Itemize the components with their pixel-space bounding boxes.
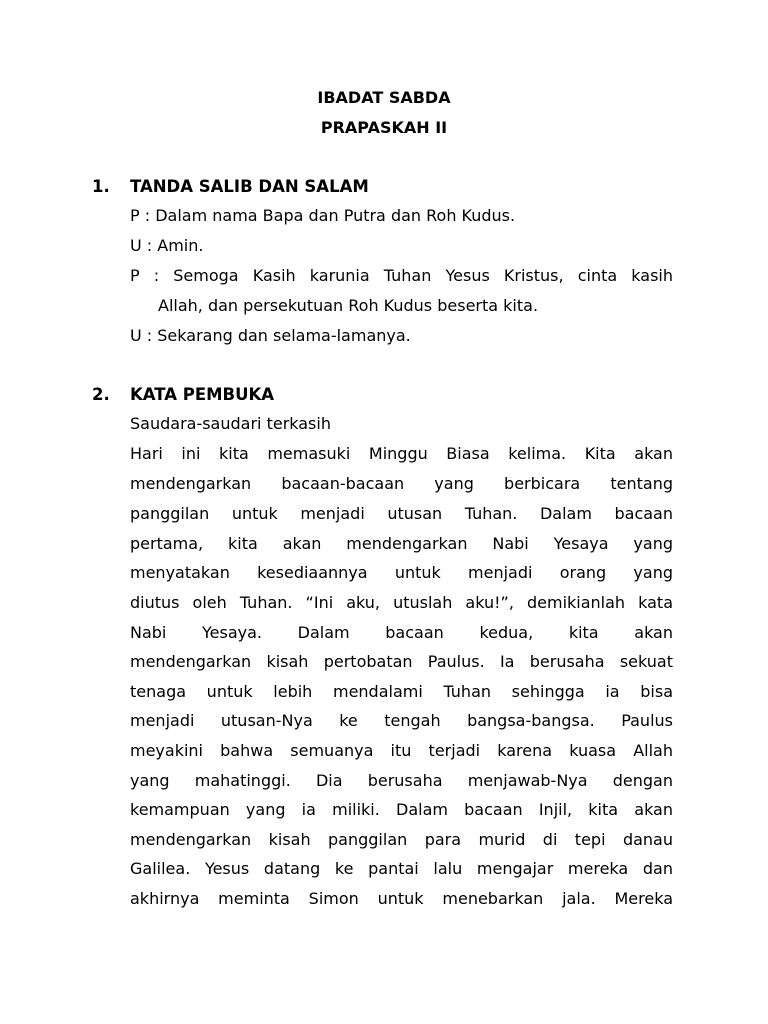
paragraph-line: Galilea. Yesus datang ke pantai lalu mengajar mereka dan [130, 859, 673, 878]
paragraph-line: panggilan untuk menjadi utusan Tuhan. Dalam bacaan [130, 504, 673, 523]
paragraph-line: meyakini bahwa semuanya itu terjadi karena kuasa Allah [130, 741, 673, 760]
document-subtitle: PRAPASKAH II [320, 118, 448, 137]
document-title: IBADAT SABDA [317, 88, 451, 107]
section-heading [92, 177, 369, 197]
paragraph-line: pertama, kita akan mendengarkan Nabi Yesaya yang [130, 534, 673, 553]
paragraph-line: Saudara-saudari terkasih [130, 414, 331, 433]
paragraph-line: yang mahatinggi. Dia berusaha menjawab-Nya dengan [130, 771, 673, 790]
paragraph-line: diutus oleh Tuhan. “Ini aku, utuslah aku!”, demikianlah kata [130, 593, 673, 612]
section-heading [92, 385, 274, 405]
paragraph-line: U : Amin. [130, 236, 204, 255]
paragraph-line: kemampuan yang ia miliki. Dalam bacaan Injil, kita akan [130, 800, 673, 819]
paragraph-line: Allah, dan persekutuan Roh Kudus beserta kita. [158, 296, 539, 315]
section-number: 2. [92, 385, 110, 404]
paragraph-line: Nabi Yesaya. Dalam bacaan kedua, kita akan [130, 623, 673, 642]
section-number: 1. [92, 177, 110, 196]
paragraph-line: menjadi utusan-Nya ke tengah bangsa-bangsa. Paulus [130, 711, 673, 730]
paragraph-line: Hari ini kita memasuki Minggu Biasa kelima. Kita akan [130, 444, 673, 463]
paragraph-line: mendengarkan bacaan-bacaan yang berbicara tentang [130, 474, 673, 493]
paragraph-line: menyatakan kesediaannya untuk menjadi orang yang [130, 563, 673, 582]
paragraph-line: akhirnya meminta Simon untuk menebarkan jala. Mereka [130, 889, 673, 908]
section-title: TANDA SALIB DAN SALAM [130, 177, 369, 196]
paragraph-line: P : Semoga Kasih karunia Tuhan Yesus Kristus, cinta kasih [130, 266, 673, 285]
paragraph-line: P : Dalam nama Bapa dan Putra dan Roh Kudus. [130, 206, 516, 225]
section-title: KATA PEMBUKA [130, 385, 275, 404]
paragraph-line: tenaga untuk lebih mendalami Tuhan sehingga ia bisa [130, 682, 673, 701]
paragraph-line: U : Sekarang dan selama-lamanya. [130, 326, 411, 345]
paragraph-line: mendengarkan kisah panggilan para murid di tepi danau [130, 830, 673, 849]
paragraph-line: mendengarkan kisah pertobatan Paulus. Ia berusaha sekuat [130, 652, 673, 671]
